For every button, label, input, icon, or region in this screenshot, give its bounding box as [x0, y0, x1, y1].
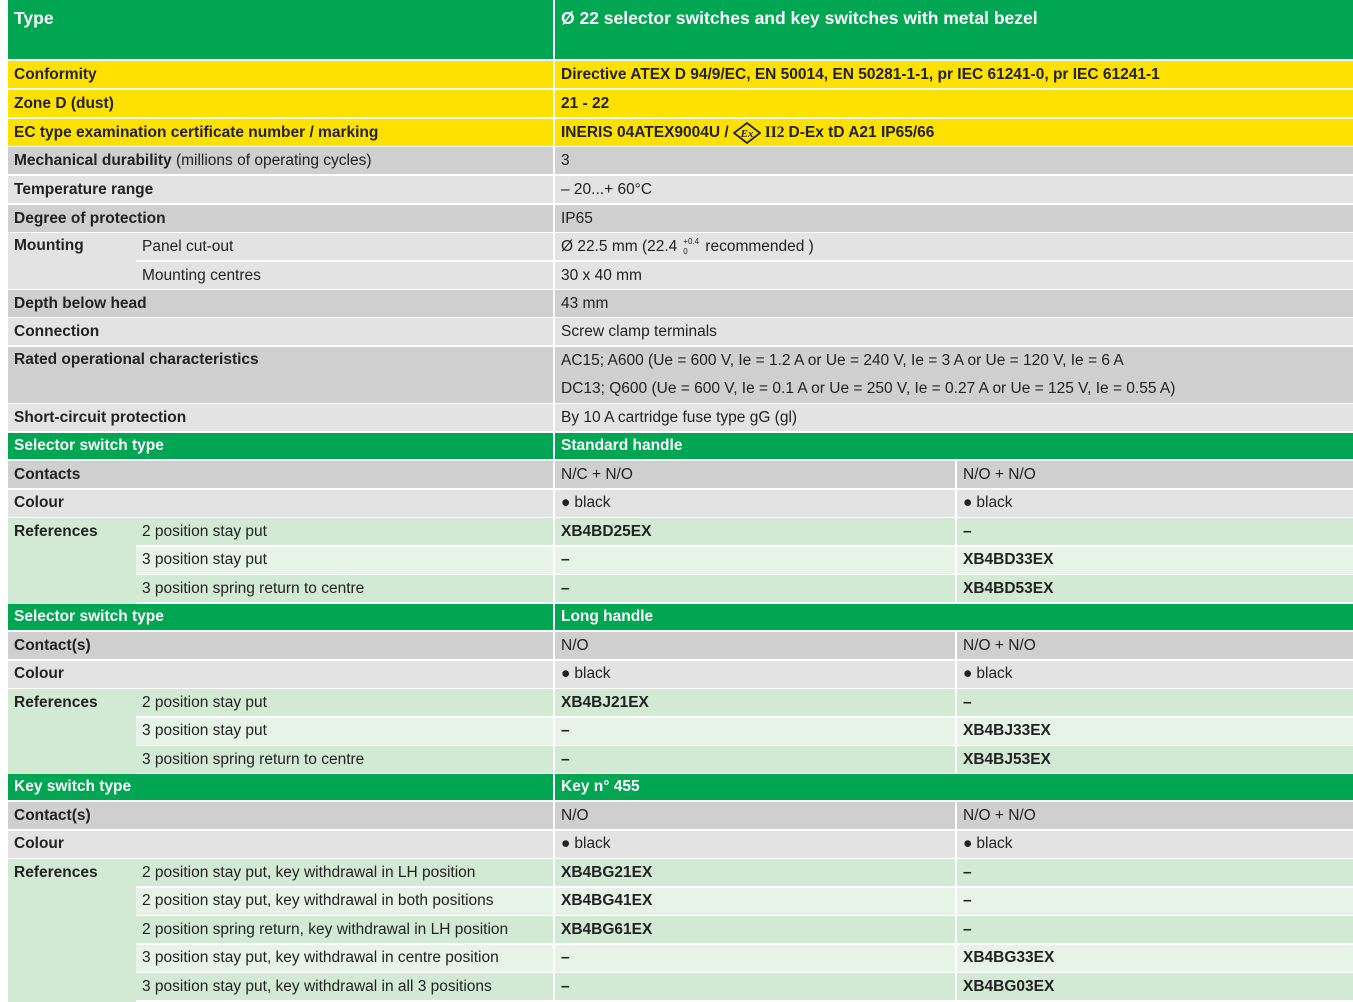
connection-row: [8, 318, 1353, 345]
colour-value-b: [955, 661, 1353, 688]
reference-code-b: XB4BJ33EX: [955, 718, 1353, 745]
panel-cutout-label: Panel cut-out: [136, 233, 553, 260]
certificate-number: INERIS 04ATEX9004U /: [561, 123, 729, 141]
rated-row: [8, 347, 1353, 403]
protection-row: [8, 205, 1353, 232]
temperature-row: [8, 176, 1353, 203]
mounting-label: Mounting: [8, 233, 136, 289]
reference-code-b: –: [955, 888, 1353, 915]
reference-code-a: –: [553, 547, 955, 574]
section-type-value: Key n° 455: [553, 774, 1353, 800]
contacts-value-a: N/C + N/O: [553, 461, 955, 488]
mounting-centres-label: Mounting centres: [136, 262, 553, 289]
contacts-value-b: N/O + N/O: [955, 461, 1353, 488]
reference-code-b: –: [955, 859, 1353, 886]
temperature-value: – 20...+ 60°C: [553, 176, 1353, 203]
short-circuit-value: By 10 A cartridge fuse type gG (gl): [553, 404, 1353, 431]
connection-value: Screw clamp terminals: [553, 318, 1353, 345]
protection-label: Degree of protection: [8, 205, 553, 232]
contacts-value-b: N/O + N/O: [955, 632, 1353, 659]
reference-description: 3 position spring return to centre: [136, 746, 553, 773]
contacts-row: [8, 802, 1353, 829]
reference-code-a: –: [553, 945, 955, 972]
section-header-row: [8, 433, 1353, 459]
short-circuit-row: [8, 404, 1353, 431]
reference-code-b: XB4BG33EX: [955, 945, 1353, 972]
black-dot-icon: ●: [561, 835, 571, 852]
tolerance: [683, 238, 701, 256]
zone-label: Zone D (dust): [8, 90, 553, 117]
colour-value-b: [955, 831, 1353, 858]
reference-code-a: XB4BG61EX: [553, 916, 955, 943]
black-dot-icon: ●: [561, 494, 571, 511]
references-block: [8, 518, 1353, 604]
mechanical-label-bold: Mechanical durability: [14, 151, 172, 169]
references-block: [8, 859, 1353, 1002]
page-title: Ø 22 selector switches and key switches with metal bezel: [553, 0, 1353, 59]
reference-code-b: XB4BJ53EX: [955, 746, 1353, 773]
ex-marking-icon: [733, 122, 761, 144]
colour-text: black: [574, 665, 611, 682]
panel-cutout-note: recommended ): [705, 237, 814, 255]
short-circuit-label: Short-circuit protection: [8, 404, 553, 431]
contacts-value-a: N/O: [553, 632, 955, 659]
mechanical-label-note: (millions of operating cycles): [171, 151, 372, 169]
section-type-label: Selector switch type: [8, 604, 553, 630]
table-header-row: [8, 0, 1353, 59]
contacts-label: Contact(s): [8, 802, 553, 829]
rated-dc: DC13; Q600 (Ue = 600 V, Ie = 0.1 A or Ue = 250 V, Ie = 0.27 A or Ue = 125 V, Ie = 0.55 A): [561, 380, 1176, 397]
colour-text: black: [976, 835, 1013, 852]
references-label: References: [8, 859, 136, 1002]
colour-value-a: [553, 490, 955, 517]
type-label: Type: [8, 0, 553, 59]
references-block: [8, 689, 1353, 775]
contacts-label: Contact(s): [8, 632, 553, 659]
black-dot-icon: ●: [963, 835, 973, 852]
colour-label: Colour: [8, 661, 553, 688]
reference-description: 2 position stay put, key withdrawal in both positions: [136, 888, 553, 915]
colour-value-a: [553, 661, 955, 688]
reference-description: 3 position stay put, key withdrawal in all 3 positions: [136, 973, 553, 1000]
certificate-value: [553, 119, 1353, 146]
reference-code-a: XB4BD25EX: [553, 518, 955, 545]
colour-text: black: [976, 665, 1013, 682]
contacts-value-a: N/O: [553, 802, 955, 829]
black-dot-icon: ●: [963, 494, 973, 511]
reference-description: 2 position stay put: [136, 689, 553, 716]
section-type-value: Standard handle: [553, 433, 1353, 459]
depth-row: [8, 290, 1353, 317]
mechanical-row: [8, 147, 1353, 174]
reference-code-a: XB4BG21EX: [553, 859, 955, 886]
panel-cutout-dimension: Ø 22.5 mm (22.4: [561, 237, 678, 255]
reference-code-a: –: [553, 575, 955, 602]
connection-label: Connection: [8, 318, 553, 345]
svg-text:Ex: Ex: [740, 127, 754, 140]
reference-code-b: XB4BD33EX: [955, 547, 1353, 574]
rated-value: [553, 347, 1353, 403]
certificate-label: EC type examination certificate number / marking: [8, 119, 553, 146]
reference-description: 3 position stay put: [136, 547, 553, 574]
panel-cutout-value: [553, 233, 1353, 260]
reference-code-b: XB4BG03EX: [955, 973, 1353, 1000]
zone-row: [8, 90, 1353, 117]
contacts-value-b: N/O + N/O: [955, 802, 1353, 829]
black-dot-icon: ●: [561, 665, 571, 682]
references-label: References: [8, 518, 136, 604]
section-type-value: Long handle: [553, 604, 1353, 630]
reference-code-a: –: [553, 746, 955, 773]
section-header-row: [8, 774, 1353, 800]
colour-text: black: [976, 494, 1013, 511]
section-type-label: Key switch type: [8, 774, 553, 800]
depth-label: Depth below head: [8, 290, 553, 317]
colour-row: [8, 661, 1353, 688]
depth-value: 43 mm: [553, 290, 1353, 317]
mechanical-label: [8, 147, 553, 174]
temperature-label: Temperature range: [8, 176, 553, 203]
reference-code-a: XB4BG41EX: [553, 888, 955, 915]
references-label: References: [8, 689, 136, 775]
tolerance-upper: +0.4: [683, 236, 700, 246]
certificate-marking: D-Ex tD A21 IP65/66: [788, 123, 935, 141]
colour-label: Colour: [8, 490, 553, 517]
section-header-row: [8, 604, 1353, 630]
reference-code-b: XB4BD53EX: [955, 575, 1353, 602]
reference-code-a: –: [553, 718, 955, 745]
colour-row: [8, 490, 1353, 517]
contacts-label: Contacts: [8, 461, 553, 488]
reference-description: 2 position spring return, key withdrawal in LH position: [136, 916, 553, 943]
reference-code-b: –: [955, 518, 1353, 545]
reference-code-b: –: [955, 689, 1353, 716]
reference-description: 2 position stay put: [136, 518, 553, 545]
reference-code-a: –: [553, 973, 955, 1000]
mounting-centres-value: 30 x 40 mm: [553, 262, 1353, 289]
rated-ac: AC15; A600 (Ue = 600 V, Ie = 1.2 A or Ue = 240 V, Ie = 3 A or Ue = 120 V, Ie = 6 A: [561, 352, 1124, 369]
section-type-label: Selector switch type: [8, 433, 553, 459]
reference-description: 3 position stay put, key withdrawal in centre position: [136, 945, 553, 972]
colour-value-b: [955, 490, 1353, 517]
mechanical-value: 3: [553, 147, 1353, 174]
contacts-row: [8, 461, 1353, 488]
black-dot-icon: ●: [963, 665, 973, 682]
equipment-group: II2: [764, 123, 785, 141]
reference-code-a: XB4BJ21EX: [553, 689, 955, 716]
reference-code-b: –: [955, 916, 1353, 943]
tolerance-lower: 0: [683, 246, 688, 256]
contacts-row: [8, 632, 1353, 659]
zone-value: 21 - 22: [553, 90, 1353, 117]
colour-value-a: [553, 831, 955, 858]
reference-description: 3 position spring return to centre: [136, 575, 553, 602]
conformity-value: Directive ATEX D 94/9/EC, EN 50014, EN 50281-1-1, pr IEC 61241-0, pr IEC 61241-1: [553, 61, 1353, 88]
conformity-row: [8, 61, 1353, 88]
conformity-label: Conformity: [8, 61, 553, 88]
mounting-row: [8, 233, 1353, 289]
reference-description: 2 position stay put, key withdrawal in LH position: [136, 859, 553, 886]
colour-row: [8, 831, 1353, 858]
reference-description: 3 position stay put: [136, 718, 553, 745]
protection-value: IP65: [553, 205, 1353, 232]
rated-label: Rated operational characteristics: [8, 347, 553, 403]
colour-label: Colour: [8, 831, 553, 858]
certificate-row: [8, 119, 1353, 146]
colour-text: black: [574, 835, 611, 852]
colour-text: black: [574, 494, 611, 511]
